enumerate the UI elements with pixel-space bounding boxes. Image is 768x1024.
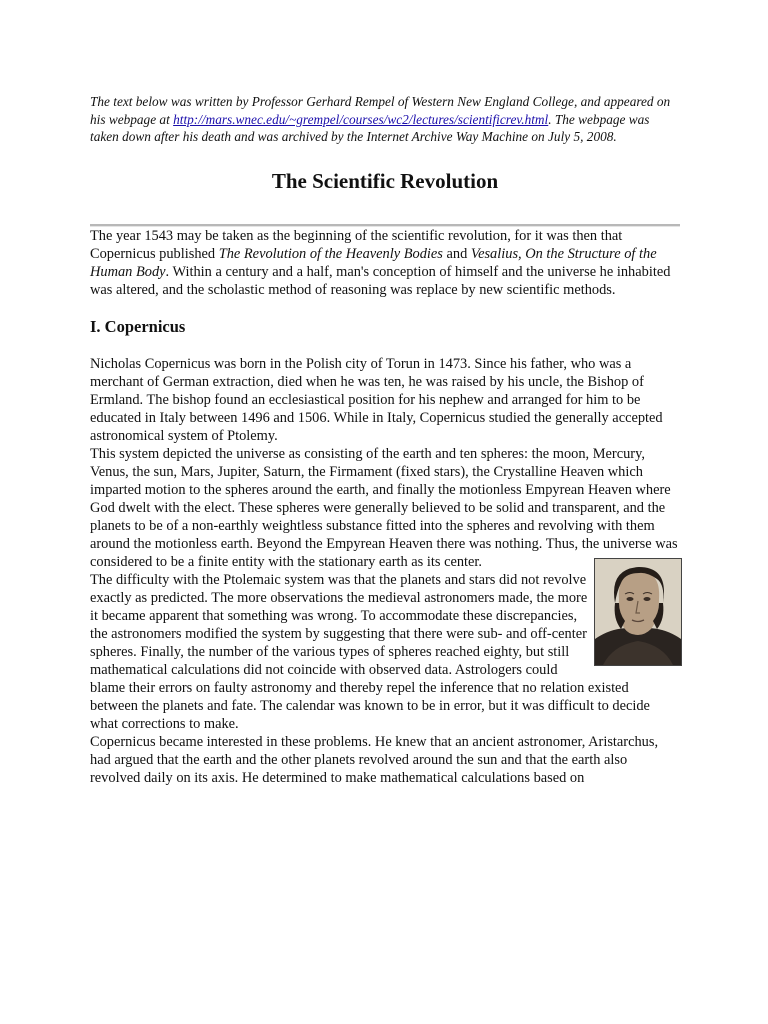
paragraph-ptolemy-system: This system depicted the universe as consisting of the earth and ten spheres: the moon, Mercury, Venus, the sun, Mars, Jupiter, Saturn, the Firmament (fixed stars), the Crystalline Heaven which imparted motion to the spheres around the earth, and finally the motionless Empyrean Heaven where God dwelt with the elect. These spheres were generally believed to be solid and transparent, and the planets to be of a non-earthly weightless substance fitted into the spheres and revolving with them around the motionless earth. Beyond the Empyrean Heaven there was nothing. Thus, the universe was considered to be a finite entity with the stationary earth as its center. — [90, 445, 678, 570]
book-title: Vesalius, On the Structure of the Human Body — [90, 245, 657, 280]
page-title: The Scientific Revolution — [271, 168, 499, 193]
copernicus-portrait-image — [594, 558, 682, 666]
text-span: The difficulty with the Ptolemaic system was that the planets and stars did not revolve exactly as predicted. The more observations the medieval astronomers made, the more it became apparent that something was wrong. To accommodate these discrepancies, the astronomers modified the system by suggesting that there were sub- and off-center spheres. Finally, the number of the various types of spheres reached eighty, but still mathematical calculations did not coincide with observed data. Astrologers could blame their errors on faulty astronomy and thereby repel the inference that no relation existed between the planets and fate. The calendar was known to be in error, but it was difficult to decide what corrections to make. — [90, 571, 650, 732]
paragraph-biography: Nicholas Copernicus was born in the Polish city of Torun in 1473. Since his father, who was a merchant of German extraction, died when he was ten, he was raised by his uncle, the Bishop of Ermland. The bishop found an ecclesiastical position for his nephew and arranged for him to be educated in Italy between 1496 and 1506. While in Italy, Copernicus studied the generally accepted astronomical system of Ptolemy. — [90, 355, 663, 444]
section-heading: I. Copernicus — [90, 316, 186, 336]
archive-link[interactable]: http://mars.wnec.edu/~grempel/courses/wc2/lectures/scientificrev.html — [173, 111, 549, 127]
paragraph-intro — [90, 227, 680, 299]
book-title: The Revolution of the Heavenly Bodies — [218, 245, 443, 262]
intro-text-end: . The webpage was taken down after his death and was archived by the Internet Archive Way Machine on July 5, 2008. — [90, 111, 650, 144]
text-span: and — [442, 245, 471, 262]
text-span: . Within a century and a half, man's conception of himself and the universe he inhabited was altered, and the scholastic method of reasoning was replace by new scientific methods. — [90, 263, 671, 298]
paragraph-copernicus-interest: Copernicus became interested in these problems. He knew that an ancient astronomer, Aristarchus, had argued that the earth and the other planets revolved around the sun and that the earth also revolved daily on its axis. He determined to make mathematical calculations based on — [90, 733, 659, 786]
text-span: The year 1543 may be taken as the beginning of the scientific revolution, for it was then that Copernicus published — [90, 227, 623, 262]
document-page — [90, 93, 680, 787]
paragraph-ptolemaic-difficulty — [90, 571, 680, 733]
intro-text: The text below was written by Professor Gerhard Rempel of Western New England College, and appeared on his webpage at — [90, 94, 671, 127]
intro-note — [90, 93, 680, 146]
